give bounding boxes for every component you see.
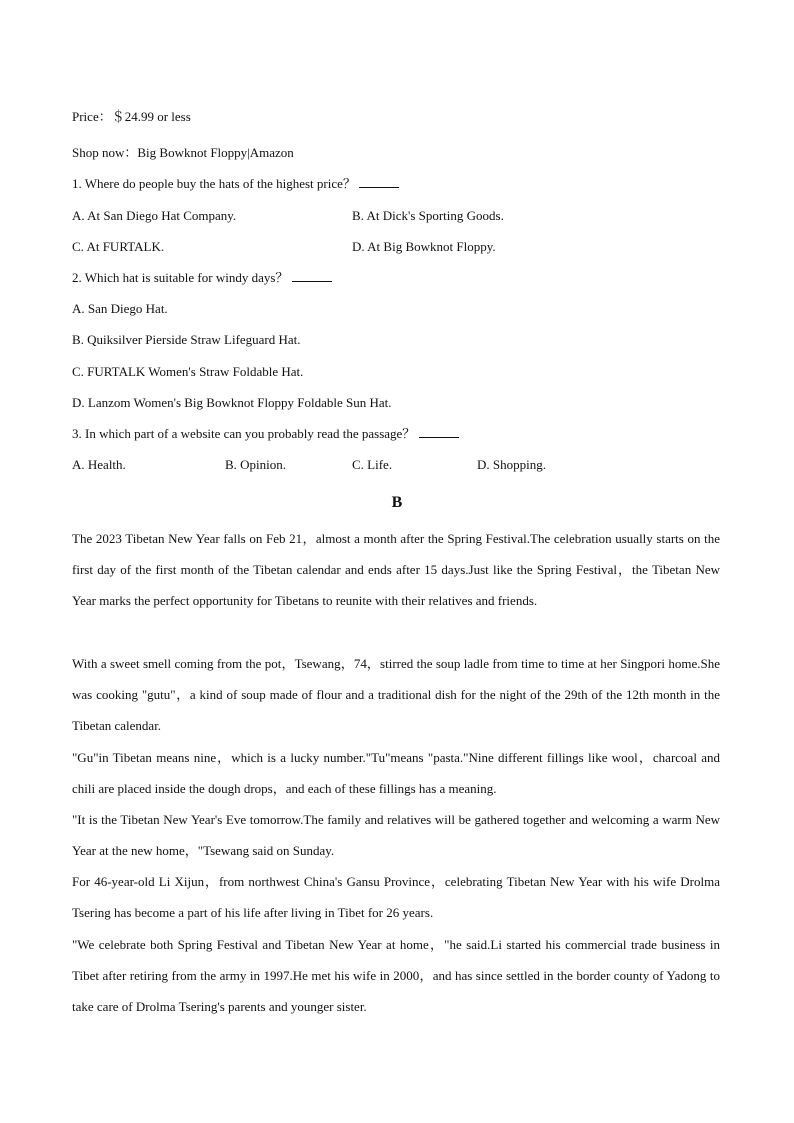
q1-option-b: B. At Dick's Sporting Goods. bbox=[352, 208, 504, 223]
q2-option-a: A. San Diego Hat. bbox=[72, 301, 168, 316]
answer-blank bbox=[359, 177, 399, 188]
q1-option-a: A. At San Diego Hat Company. bbox=[72, 208, 237, 223]
q3-option-d: D. Shopping. bbox=[477, 457, 546, 472]
q1-option-c: C. At FURTALK. bbox=[72, 239, 165, 254]
q3-option-c: C. Life. bbox=[352, 457, 393, 472]
paragraph-2: With a sweet smell coming from the pot，Tsewang，74，stirred the soup ladle from time to time at her Singpori home.She was cooking "gutu"，a kind of soup made of flour and a traditional dish for the night of the 29th of the 12th month in the Tibetan calendar. bbox=[72, 656, 720, 734]
question-2 bbox=[72, 269, 332, 287]
q1-option-d: D. At Big Bowknot Floppy. bbox=[352, 239, 496, 254]
answer-blank bbox=[292, 271, 332, 282]
paragraph-3: "Gu"in Tibetan means nine，which is a lucky number."Tu"means "pasta."Nine different fillings like wool，charcoal and chili are placed inside the dough drops，and each of these fillings has a meaning. bbox=[72, 750, 721, 797]
section-heading: B bbox=[391, 494, 403, 511]
q2-option-c: C. FURTALK Women's Straw Foldable Hat. bbox=[72, 364, 304, 379]
shop-now-line: Shop now：Big Bowknot Floppy|Amazon bbox=[72, 145, 294, 160]
q2-option-b: B. Quiksilver Pierside Straw Lifeguard Hat. bbox=[72, 332, 301, 347]
question-3 bbox=[72, 425, 459, 443]
answer-blank bbox=[419, 427, 459, 438]
q3-option-b: B. Opinion. bbox=[225, 457, 287, 472]
paragraph-4: "It is the Tibetan New Year's Eve tomorrow.The family and relatives will be gathered together and welcoming a warm New Year at the new home，"Tsewang said on Sunday. bbox=[72, 812, 720, 859]
price-line: Price：＄24.99 or less bbox=[72, 109, 191, 124]
paragraph-6: "We celebrate both Spring Festival and Tibetan New Year at home，"he said.Li started his commercial trade business in Tibet after retiring from the army in 1997.He met his wife in 2000，and has since settled in the border county of Yadong to take care of Drolma Tsering's parents and younger sister. bbox=[72, 937, 720, 1015]
question-2-stem: 2. Which hat is suitable for windy days？ bbox=[72, 270, 289, 285]
q2-option-d: D. Lanzom Women's Big Bowknot Floppy Foldable Sun Hat. bbox=[72, 395, 392, 410]
question-1 bbox=[72, 175, 399, 193]
question-1-stem: 1. Where do people buy the hats of the highest price？ bbox=[72, 176, 356, 191]
paragraph-5: For 46-year-old Li Xijun，from northwest China's Gansu Province，celebrating Tibetan New Year with his wife Drolma Tsering has become a part of his life after living in Tibet for 26 years. bbox=[72, 874, 720, 921]
paragraph-1: The 2023 Tibetan New Year falls on Feb 21，almost a month after the Spring Festival.The celebration usually starts on the first day of the first month of the Tibetan calendar and ends after 15 days.Just like the Spring Festival，the Tibetan New Year marks the perfect opportunity for Tibetans to reunite with their relatives and friends. bbox=[72, 531, 720, 609]
question-3-stem: 3. In which part of a website can you probably read the passage？ bbox=[72, 426, 416, 441]
q3-option-a: A. Health. bbox=[72, 457, 126, 472]
